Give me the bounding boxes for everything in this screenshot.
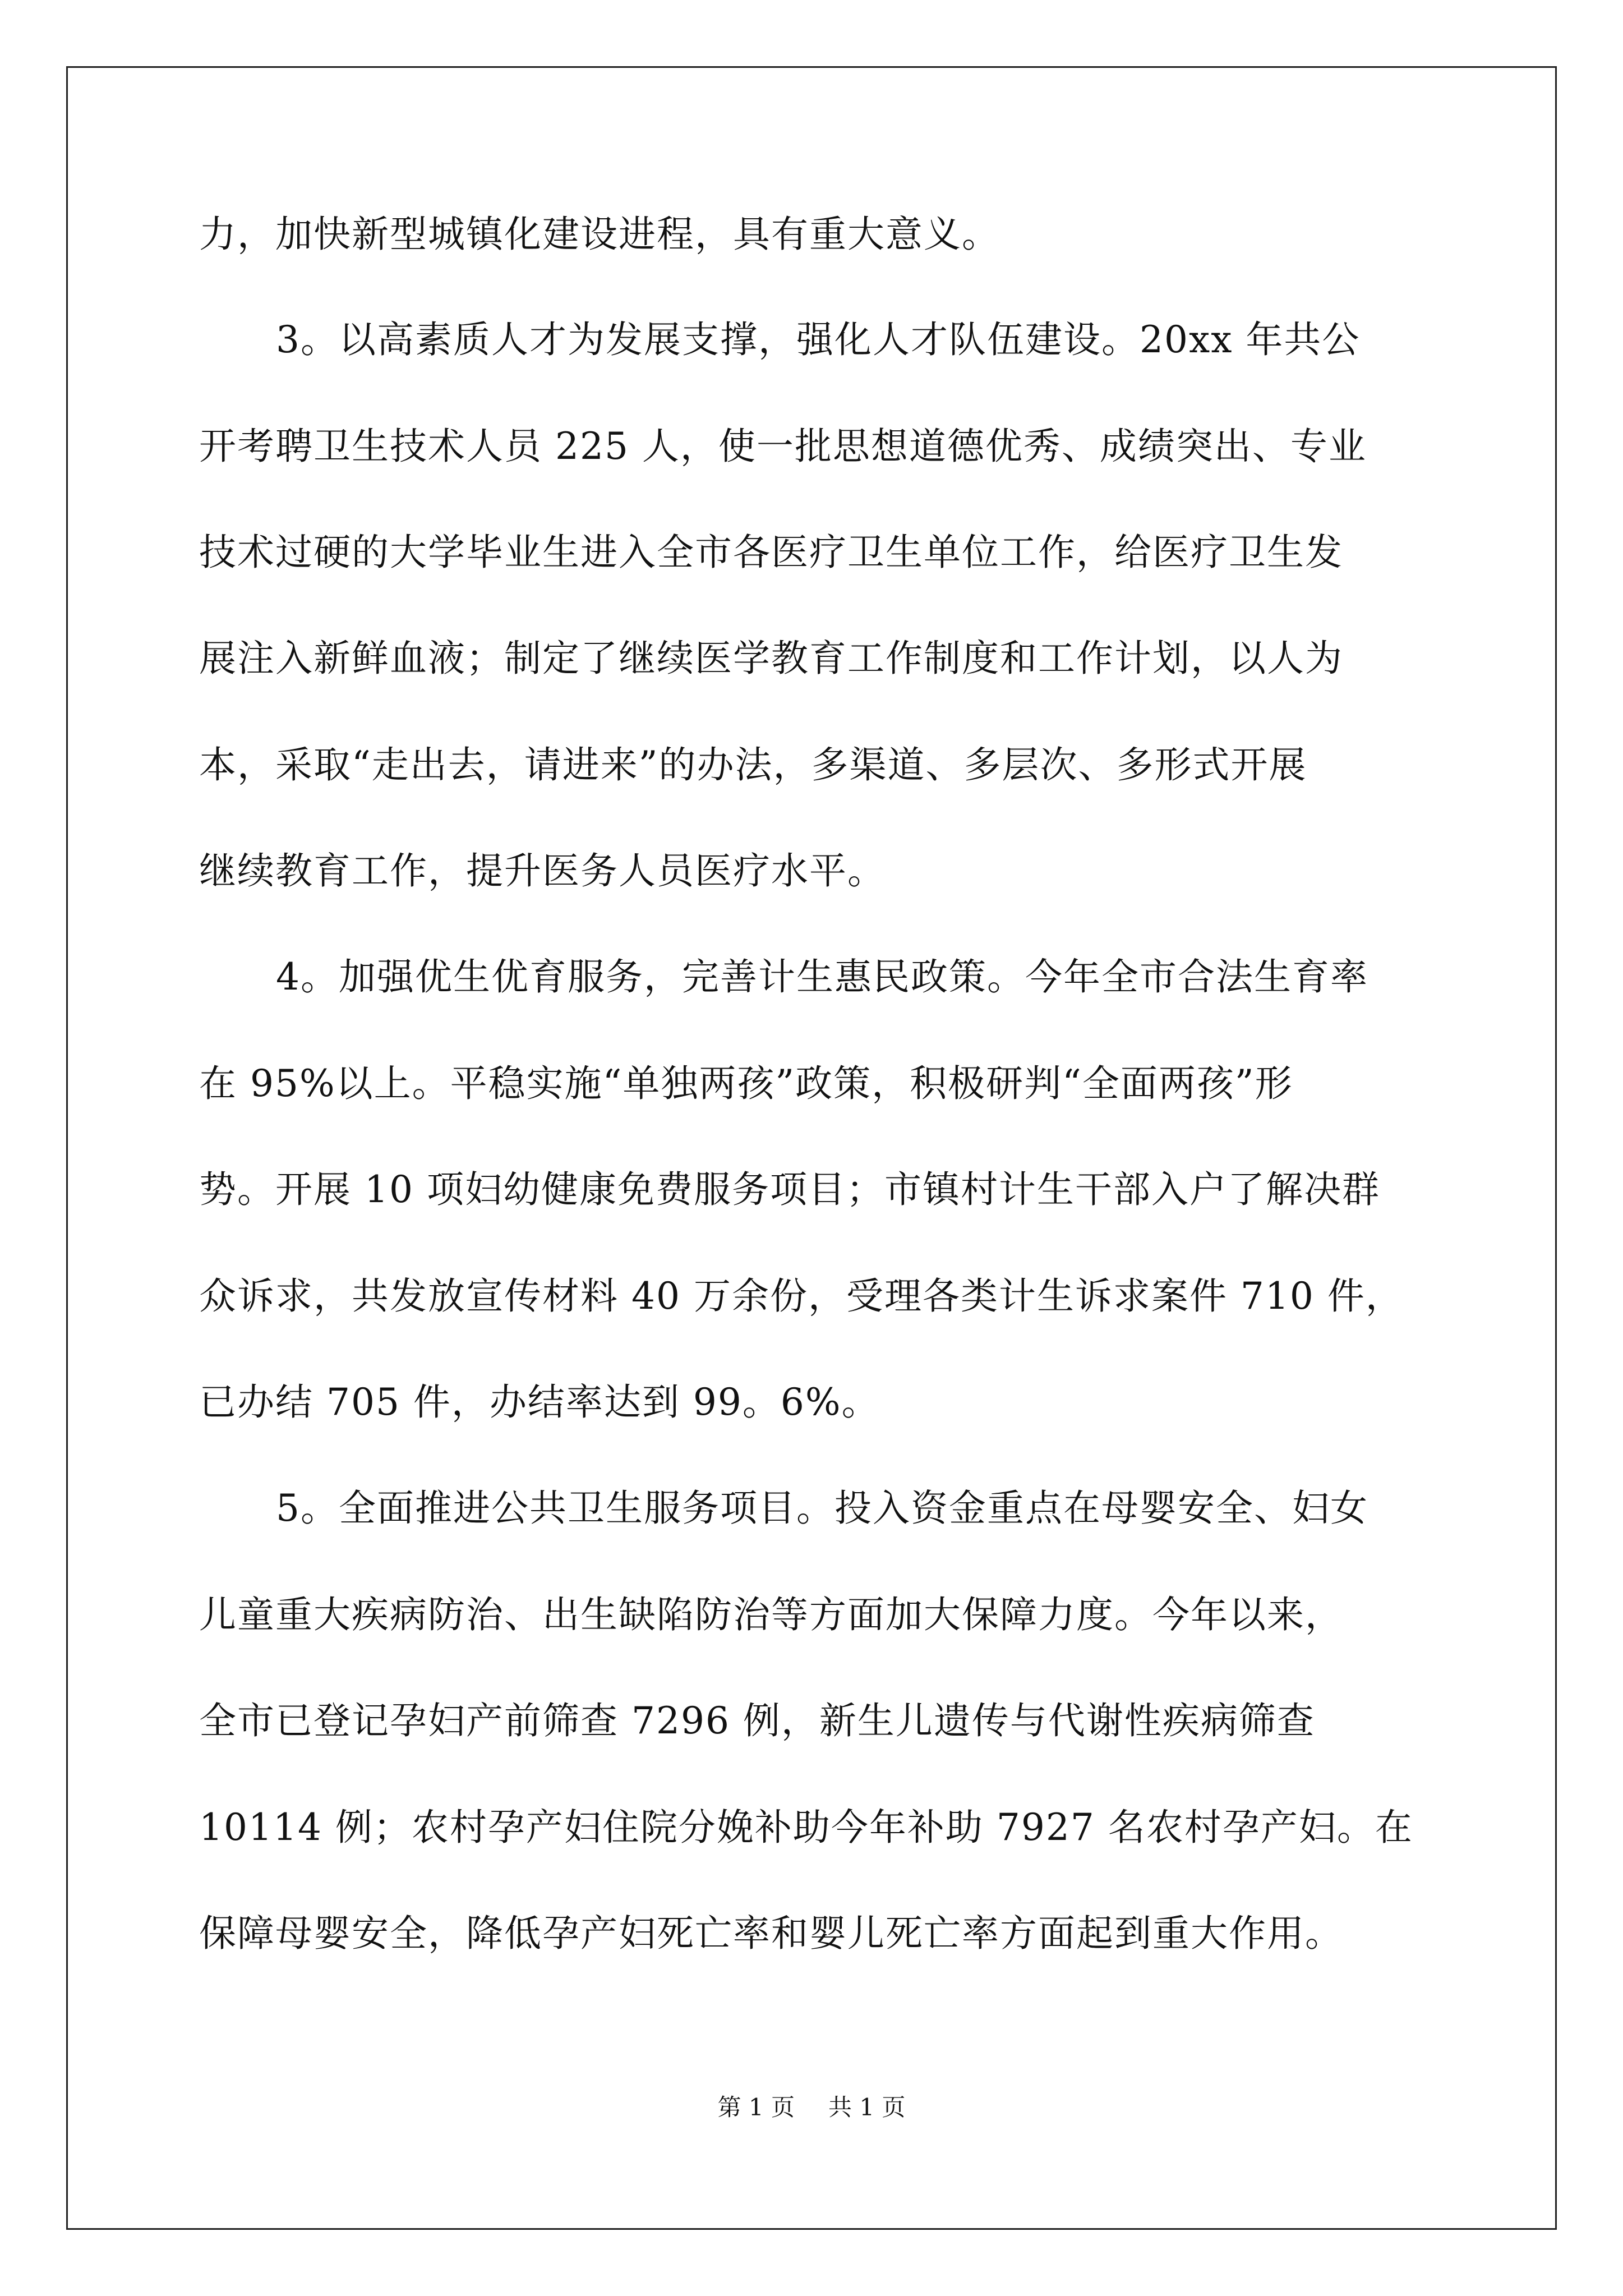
paragraph-3-line: 3。以高素质人才为发展支撑，强化人才队伍建设。20xx 年共公 [276, 318, 1361, 361]
body-line: 开考聘卫生技术人员 225 人，使一批思想道德优秀、成绩突出、专业 [199, 425, 1367, 468]
body-line: 继续教育工作，提升医务人员医疗水平。 [199, 849, 886, 892]
body-line: 已办结 705 件，办结率达到 99。6%。 [199, 1381, 880, 1424]
body-line: 众诉求，共发放宣传材料 40 万余份，受理各类计生诉求案件 710 件， [199, 1274, 1404, 1318]
page-number: 第 1 页 [717, 2093, 795, 2121]
body-line: 力，加快新型城镇化建设进程，具有重大意义。 [199, 213, 1000, 256]
body-line: 10114 例；农村孕产妇住院分娩补助今年补助 7927 名农村孕产妇。在 [199, 1806, 1413, 1849]
body-line: 技术过硬的大学毕业生进入全市各医疗卫生单位工作，给医疗卫生发 [199, 531, 1343, 574]
page-footer [0, 2093, 1623, 2122]
page-total: 共 1 页 [828, 2093, 906, 2121]
body-line: 在 95%以上。平稳实施“单独两孩”政策，积极研判“全面两孩”形 [199, 1062, 1293, 1105]
body-line: 儿童重大疾病防治、出生缺陷防治等方面加大保障力度。今年以来， [199, 1593, 1343, 1636]
body-line: 全市已登记孕妇产前筛查 7296 例，新生儿遗传与代谢性疾病筛查 [199, 1699, 1315, 1742]
page-border [66, 66, 1557, 2230]
body-line: 势。开展 10 项妇幼健康免费服务项目；市镇村计生干部入户了解决群 [199, 1168, 1380, 1211]
body-line: 保障母婴安全，降低孕产妇死亡率和婴儿死亡率方面起到重大作用。 [199, 1912, 1343, 1955]
paragraph-4-line: 4。加强优生优育服务，完善计生惠民政策。今年全市合法生育率 [276, 955, 1368, 999]
paragraph-5-line: 5。全面推进公共卫生服务项目。投入资金重点在母婴安全、妇女 [276, 1487, 1368, 1530]
body-line: 本，采取“走出去，请进来”的办法，多渠道、多层次、多形式开展 [199, 743, 1307, 786]
body-line: 展注入新鲜血液；制定了继续医学教育工作制度和工作计划，以人为 [199, 637, 1343, 680]
